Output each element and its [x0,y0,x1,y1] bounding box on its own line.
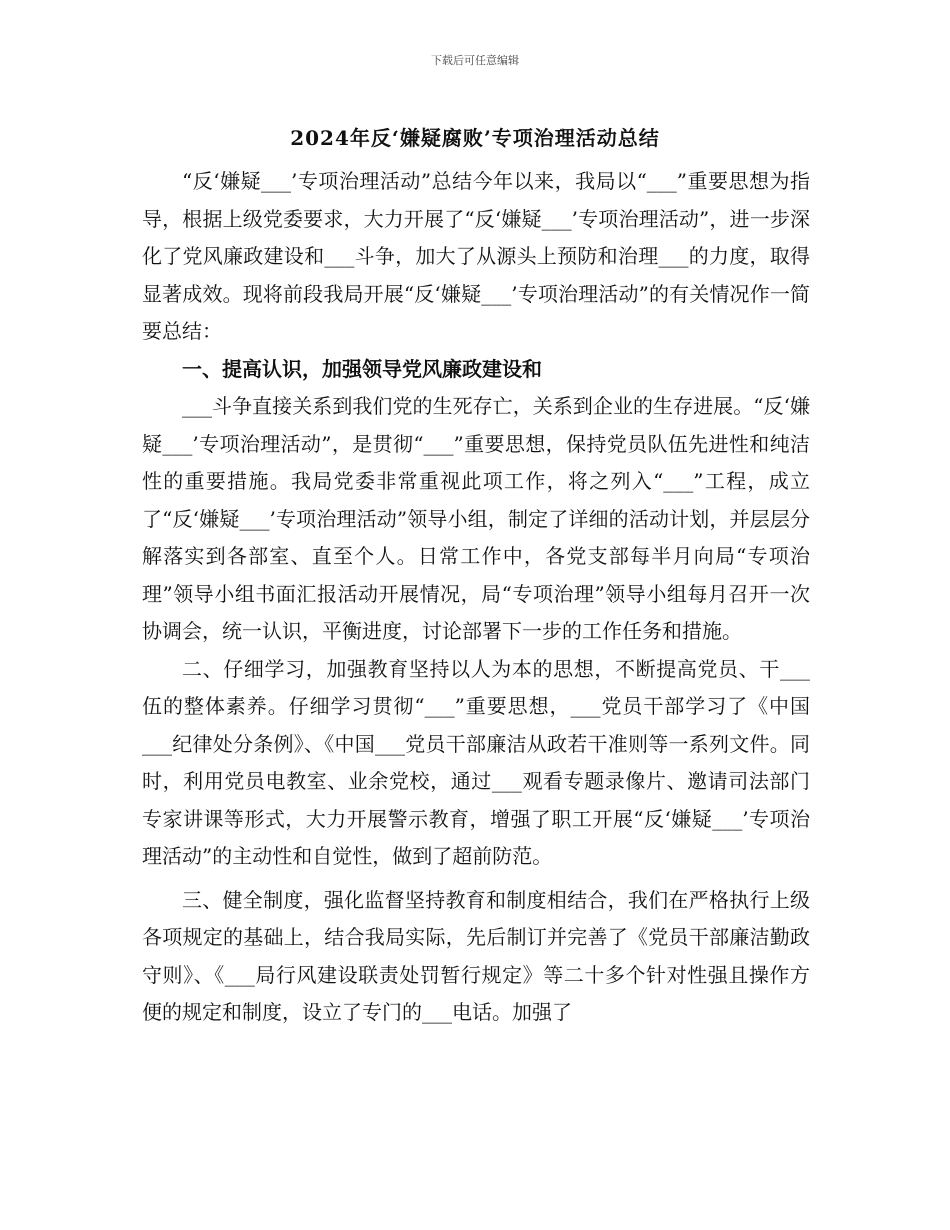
section-1-paragraph: ___斗争直接关系到我们党的生死存亡，关系到企业的生存进展。“反‘嫌疑___’专项治理活动”，是贯彻“___”重要思想，保持党员队伍先进性和纯洁性的重要措施。我局党委非常重视此项工作，将之列入“___”工程，成立了“反‘嫌疑___’专项治理活动”领导小组，制定了详细的活动计划，并层层分解落实到各部室、直至个人。日常工作中，各党支部每半月向局“专项治理”领导小组书面汇报活动开展情况，局“专项治理”领导小组每月召开一次协调会，统一认识，平衡进度，讨论部署下一步的工作任务和措施。 [142,394,810,643]
section-2-paragraph: 二、仔细学习，加强教育坚持以人为本的思想，不断提高党员、干___伍的整体素养。仔细学习贯彻“___”重要思想，___党员干部学习了《中国___纪律处分条例》、《中国___党员干部廉洁从政若干准则等一系列文件。同时，利用党员电教室、业余党校，通过___观看专题录像片、邀请司法部门专家讲课等形式，大力开展警示教育，增强了职工开展“反‘嫌疑___’专项治理活动”的主动性和自觉性，做到了超前防范。 [142,656,810,868]
section-heading-1: 一、提高认识，加强领导党风廉政建设和 [182,356,542,381]
section-3-paragraph: 三、健全制度，强化监督坚持教育和制度相结合，我们在严格执行上级各项规定的基础上，结合我局实际，先后制订并完善了《党员干部廉洁勤政守则》、《___局行风建设联责处罚暂行规定》等二十多个针对性强且操作方便的规定和制度，设立了专门的___电话。加强了 [142,887,810,1024]
intro-paragraph: “反‘嫌疑___’专项治理活动”总结今年以来，我局以“___”重要思想为指导，根据上级党委要求，大力开展了“反‘嫌疑___’专项治理活动”，进一步深化了党风廉政建设和___斗争，加大了从源头上预防和治理___的力度，取得显著成效。现将前段我局开展“反‘嫌疑___’专项治理活动”的有关情况作一简要总结： [142,169,810,343]
document-title: 2024年反‘嫌疑腐败’专项治理活动总结 [290,126,660,150]
document-body [142,163,810,1032]
header-note: 下载后可任意编辑 [431,54,519,67]
